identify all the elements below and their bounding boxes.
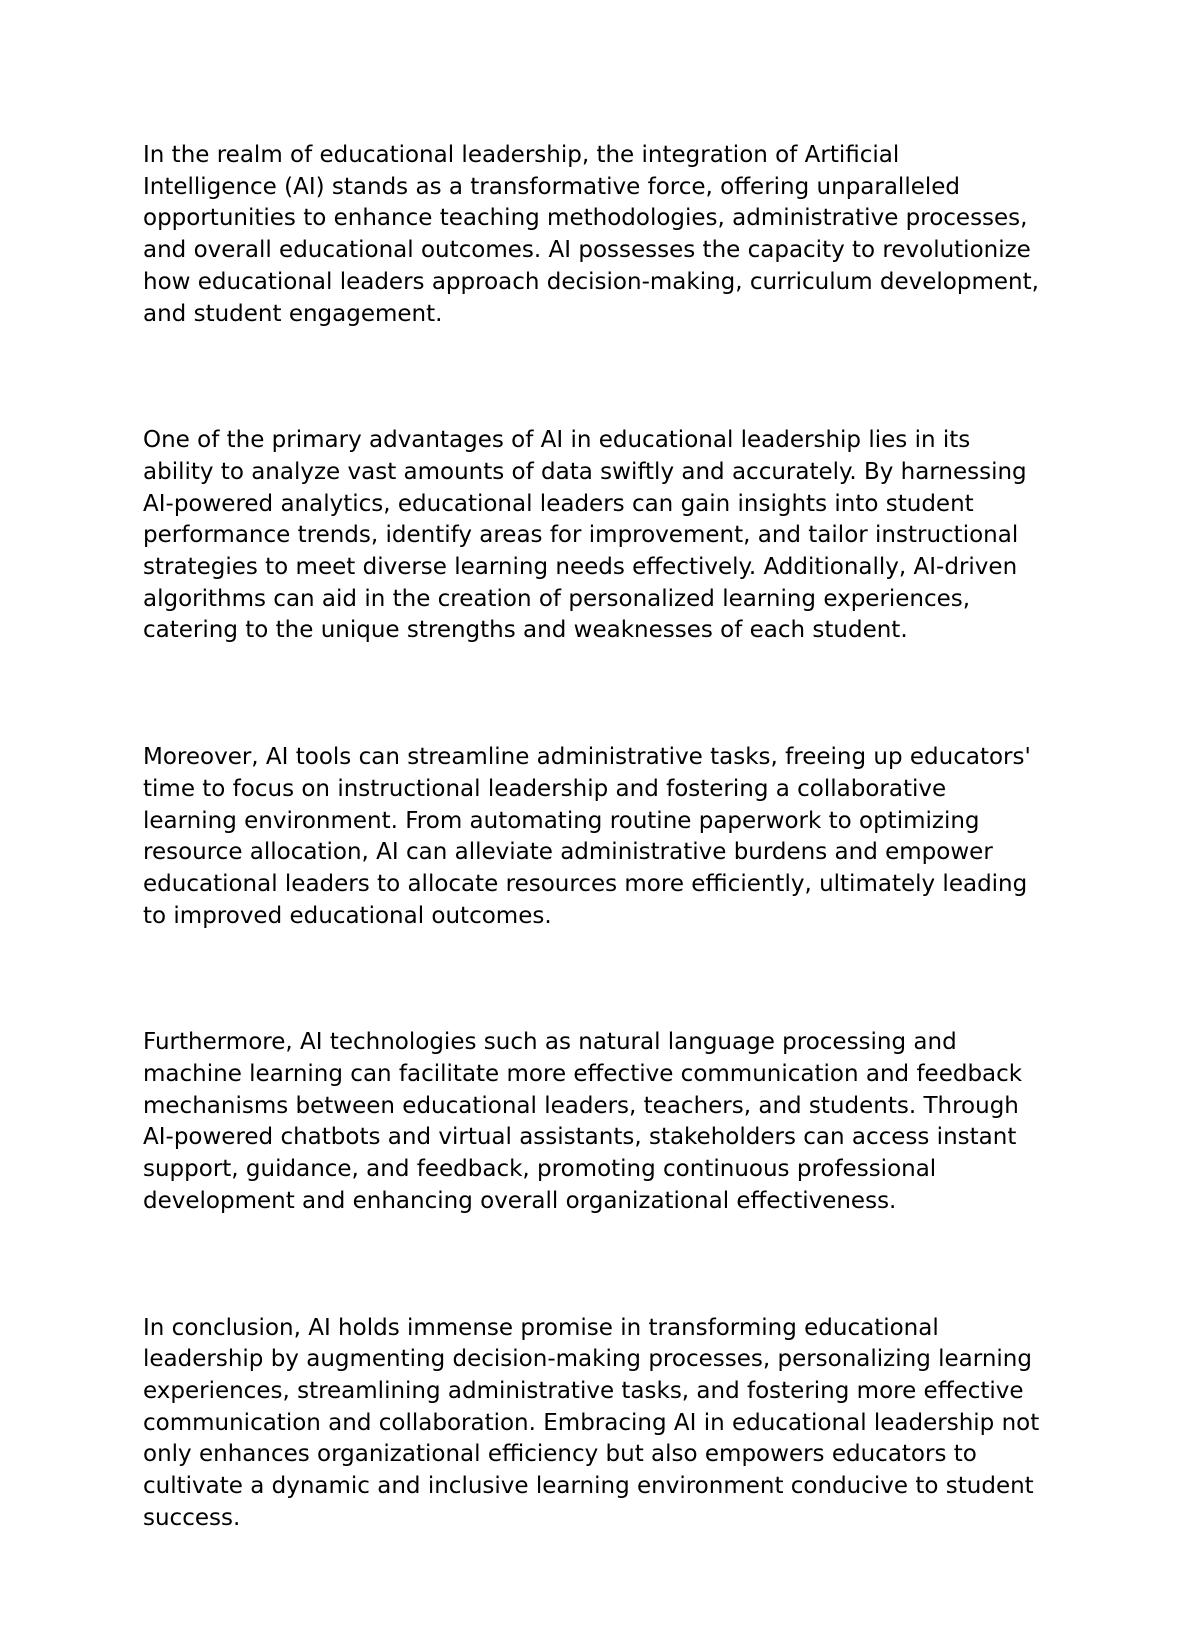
paragraph-1 [143,140,1068,330]
paragraph-line: time to focus on instructional leadership and fostering a collaborative [143,775,947,802]
paragraph-line: strategies to meet diverse learning needs effectively. Additionally, AI-driven [143,554,1018,581]
paragraph-line: to improved educational outcomes. [143,902,552,929]
paragraph-line: opportunities to enhance teaching methodologies, administrative processes, [143,205,1028,232]
paragraph-line: communication and collaboration. Embracing AI in educational leadership not [143,1409,1040,1436]
paragraph-line: only enhances organizational efficiency but also empowers educators to [143,1441,977,1468]
paragraph-line: development and enhancing overall organizational effectiveness. [143,1187,897,1214]
paragraph-line: how educational leaders approach decision-making, curriculum development, [143,268,1039,295]
paragraph-line: algorithms can aid in the creation of personalized learning experiences, [143,585,971,612]
paragraph-line: cultivate a dynamic and inclusive learning environment conducive to student [143,1473,1034,1500]
paragraph-line: Furthermore, AI technologies such as natural language processing and [143,1029,957,1056]
paragraph-line: resource allocation, AI can alleviate administrative burdens and empower [143,839,993,866]
paragraph-line: Intelligence (AI) stands as a transformative force, offering unparalleled [143,173,961,200]
paragraph-line: and overall educational outcomes. AI possesses the capacity to revolutionize [143,237,1031,264]
paragraph-line: Moreover, AI tools can streamline administrative tasks, freeing up educators' [143,744,1031,771]
paragraph-line: leadership by augmenting decision-making processes, personalizing learning [143,1346,1032,1373]
paragraph-line: catering to the unique strengths and weaknesses of each student. [143,617,908,644]
paragraph-line: success. [143,1504,241,1531]
paragraph-3 [143,742,1068,932]
paragraph-4 [143,1027,1068,1217]
paragraph-line: AI-powered chatbots and virtual assistants, stakeholders can access instant [143,1124,1017,1151]
paragraph-line: support, guidance, and feedback, promoting continuous professional [143,1156,937,1183]
paragraph-line: machine learning can facilitate more effective communication and feedback [143,1061,1023,1088]
paragraph-line: performance trends, identify areas for improvement, and tailor instructional [143,522,1019,549]
paragraph-2 [143,425,1068,647]
paragraph-line: One of the primary advantages of AI in educational leadership lies in its [143,427,971,454]
paragraph-line: educational leaders to allocate resources more efficiently, ultimately leading [143,870,1028,897]
paragraph-line: and student engagement. [143,300,443,327]
paragraph-line: In the realm of educational leadership, the integration of Artificial [143,142,900,168]
paragraph-line: In conclusion, AI holds immense promise in transforming educational [143,1314,939,1341]
paragraph-line: AI-powered analytics, educational leaders can gain insights into student [143,490,974,517]
paragraph-line: mechanisms between educational leaders, teachers, and students. Through [143,1092,1019,1119]
paragraph-5 [143,1313,1068,1535]
paragraph-line: ability to analyze vast amounts of data swiftly and accurately. By harnessing [143,458,1027,485]
document-body [143,140,1068,1630]
paragraph-line: experiences, streamlining administrative tasks, and fostering more effective [143,1377,1024,1404]
paragraph-line: learning environment. From automating routine paperwork to optimizing [143,807,980,834]
